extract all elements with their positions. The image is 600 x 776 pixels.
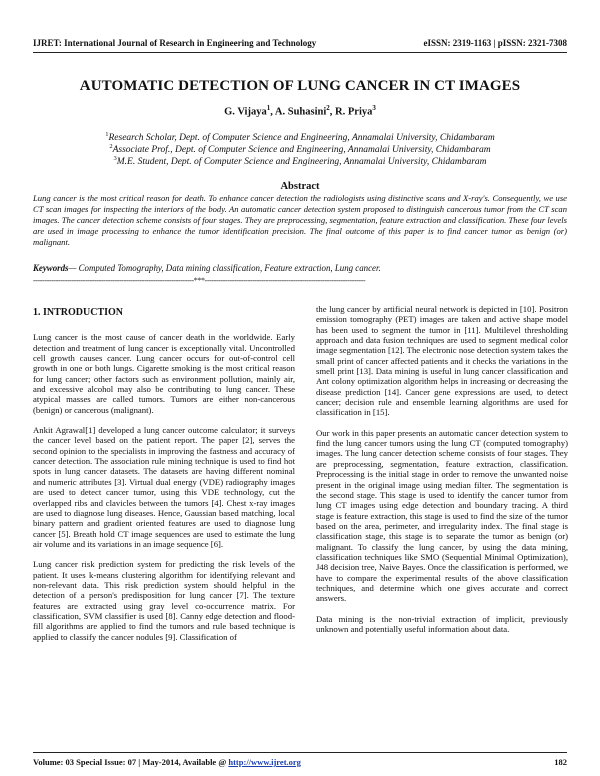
paragraph: Lung cancer is the most cause of cancer death in the worldwide. Early detection and treatment of lung cancer is exceptionally vital. Uncontrolled cell growth causes cancer. Lung cancer occurs for out-of-control cell growth in one or both lungs. Cigarette smoking is the most critical reason for lung cancer; other factors such as environment pollution, mainly air, and excessive alcohol may also be contributing to lung cancer. These atypical masses are called tumors. Tumors are either non-cancerous (benign) or cancerous (malignant). bbox=[33, 332, 295, 415]
affiliation-sup: 3 bbox=[113, 155, 117, 162]
running-header bbox=[33, 38, 567, 50]
section-separator: -----------------------------------------------------------------------***----------------------------------------------------------------------- bbox=[33, 276, 366, 285]
affiliation-text: Associate Prof., Dept. of Computer Science and Engineering, Annamalai University, Chidambaram bbox=[112, 145, 491, 156]
journal-link[interactable]: http://www.ijret.org bbox=[228, 757, 301, 767]
affiliation-text: Research Scholar, Dept. of Computer Science and Engineering, Annamalai University, Chidambaram bbox=[108, 133, 495, 144]
affiliation-sup: 1 bbox=[105, 131, 109, 138]
right-column bbox=[316, 304, 568, 644]
author-sup: 2 bbox=[326, 104, 330, 112]
paragraph: Lung cancer risk prediction system for predicting the risk levels of the patient. It uses k-means clustering algorithm for identifying relevant and non-relevant data. This risk prediction system should helpful in the detection of a person's predisposition for lung cancer [7]. The texture features are extracted using gray level co-occurrence matrix. For classification, SVM classifier is used [8]. Canny edge detection and flood-fill algorithms are applied to find the tumors and rule based technique is applied to classify the cancer nodules [9]. Classification of bbox=[33, 559, 295, 642]
footer-rule bbox=[33, 752, 567, 753]
author: A. Suhasini bbox=[274, 106, 327, 118]
affiliation-sup: 2 bbox=[109, 143, 113, 150]
author-list bbox=[33, 104, 567, 118]
paragraph: Data mining is the non-trivial extraction of implicit, previously unknown and potentially useful information about data. bbox=[316, 613, 568, 634]
paragraph: Ankit Agrawal[1] developed a lung cancer outcome calculator; it surveys the cancer level based on the patient report. The paper [2], serves the second opinion to the specialists in improving the fastness and accuracy of cancer detection. The association rule mining technique is used to find hot spots in lung cancer datasets. The datasets are having different nominal and numeric attributes [3]. Virtual dual energy (VDE) radiography images are used to detect cancer tumor, using this VDE technology, cut the overlapped ribs and clavicles between the tumors [4]. Chest x-ray images are used to diagnose lung diseases. Hence, Gaussian based matching, local binary pattern and gradient oriented features are used to diagnose lung cancer [5]. Breath hold CT image sequences are used to estimate the lung air volume and its variations in an image sequence [6]. bbox=[33, 425, 295, 549]
author: R. Priya bbox=[335, 106, 373, 118]
abstract-text: Lung cancer is the most critical reason for death. To enhance cancer detection the radiologists using distinctive scans and X-ray's. Consequently, we use CT scan images for inspecting the interiors of the body. An automatic cancer detection system proposed to distinguish cancerous tumor from the CT scan images. The cancer detection scheme consists of four stages. They are preprocessing, segmentation, feature extraction and classification. These four levels are used in image processing to enhance the tumor identification precision. The final outcome of this paper is to find cancer tumor as benign (or) malignant. bbox=[33, 193, 567, 248]
paragraph: Our work in this paper presents an automatic cancer detection system to find the lung cancer tumors using the lung CT (computed tomography) images. The lung cancer detection scheme consists of four stages. They are preprocessing, segmentation, feature extraction, classification. Preprocessing is the initial stage in order to remove the unwanted noise present in the original image using median filter. The segmentation is the second stage. This stage is used to identify the cancer tumor from lung CT images using edge detection and boundary tracing. A third stage is feature extraction, this stage is used to find the size of the tumor based on the area, perimeter, and irregularity index. The final stage is classification stage, this stage is to separate the tumor as benign (or) malignant. To classify the lung cancer, by using the data mining, classification techniques like SMO (Sequential Minimal Optimization), J48 decision tree, Naive Bayes. Once the classification is performed, we have to compare the experimental results of the above classification techniques, and determine which one gives accurate and correct answers. bbox=[316, 427, 568, 604]
author-sup: 1 bbox=[266, 104, 271, 112]
author-sep: , bbox=[329, 106, 336, 118]
abstract-heading: Abstract bbox=[280, 181, 320, 192]
page-number: 182 bbox=[554, 757, 567, 767]
author: G. Vijaya bbox=[224, 106, 267, 118]
footer-volume: Volume: 03 Special Issue: 07 | May-2014, Available @ bbox=[33, 757, 229, 767]
paragraph: the lung cancer by artificial neural network is depicted in [10]. Positron emission tomography (PET) images are taken and active shape model has been used to segment the tumor in [11]. Multilevel thresholding approach and data fusion techniques are used to segment medical color image segmentation [12]. The electronic nose detection system takes the small print of cancer affected patients and it checks the variations in the smell print [13]. Data mining is useful in lung cancer classification and Ant colony optimization algorithm helps in increasing or decreasing the disease prediction [14]. Cancer gene expressions are used, to detect cancer; decision rule and ensemble learning algorithms are used for classification in [15]. bbox=[316, 304, 568, 418]
author-sep: , bbox=[270, 106, 275, 118]
running-footer bbox=[33, 757, 567, 769]
issn: eISSN: 2319-1163 | pISSN: 2321-7308 bbox=[423, 38, 567, 48]
journal-name: IJRET: International Journal of Research in Engineering and Technology bbox=[33, 38, 317, 48]
affiliation bbox=[33, 153, 567, 169]
keywords bbox=[33, 263, 567, 273]
author-sup: 3 bbox=[372, 104, 376, 112]
affiliation-text: M.E. Student, Dept. of Computer Science and Engineering, Annamalai University, Chidambaram bbox=[116, 157, 487, 168]
keywords-text: — Computed Tomography, Data mining classification, Feature extraction, Lung cancer. bbox=[68, 263, 381, 273]
keywords-label: Keywords bbox=[33, 263, 69, 273]
footer-info bbox=[33, 757, 301, 767]
section-heading: 1. INTRODUCTION bbox=[33, 307, 124, 318]
left-column bbox=[33, 301, 295, 652]
header-rule bbox=[33, 52, 567, 53]
paper-title: AUTOMATIC DETECTION OF LUNG CANCER IN CT IMAGES bbox=[79, 78, 521, 94]
